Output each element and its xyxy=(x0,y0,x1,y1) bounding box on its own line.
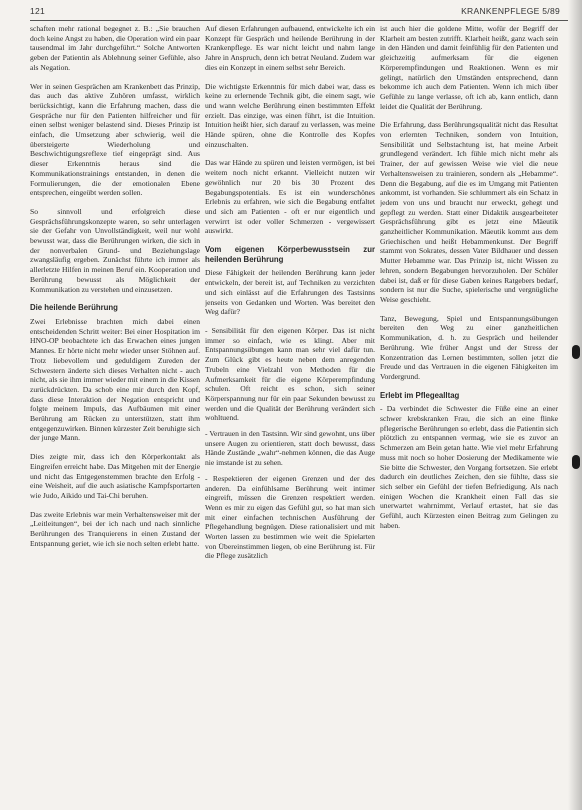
list-item: - Vertrauen in den Tastsinn. Wir sind gewohnt, uns über unsere Augen zu orientieren, statt doch bewusst, dass Hände Zustände „wahr“-nehmen können, die das Auge nie imstande ist zu sehen. xyxy=(205,429,375,468)
paragraph: Wer in seinen Gesprächen am Krankenbett das Prinzip, das auch das aktive Zuhören umfasst, wirklich berücksichtigt, kann die Erfahrung machen, dass die Gespräche nur für den Patienten hilfreicher und für einen selbst weniger belastend sind. Dieses Prinzip ist einfach, die Umsetzung aber schwierig, weil die übersteigerte Wiederholung und Beschwichtigungsreflexe tief eingeprägt sind. Aus dieser Erkenntnis heraus sind die Kommunikationstrainings entstanden, in denen die Formulierungen, die der emotionalen Ebene entsprechen, eingeübt werden sollen. xyxy=(30,81,200,198)
bullet-list xyxy=(205,326,375,561)
page-binding-shadow xyxy=(568,0,582,810)
journal-title: KRANKENPFLEGE 5/89 xyxy=(461,6,560,16)
list-item: - Sensibilität für den eigenen Körper. Das ist nicht immer so einfach, wie es klingt. Aber mit Entspannungsübungen kann man sehr viel dafür tun. Zum Glück gibt es heute neben dem anregenden Trubeln eine Vielzahl von Methoden für die Aufmerksamkeit für die eigene Körperempfindung schulen. Oft reicht es schon, sich seiner Körperspannung nur für ein paar Sekunden bewusst zu werden und die Qualität der Berührung verändert sich wohltuend. xyxy=(205,325,375,423)
paragraph: Diese Fähigkeit der heilenden Berührung kann jeder entwickeln, der bereit ist, auf Techniken zu verzichten und sich einlässt auf die Erfahrungen des Tastsinns jenseits von Gedanken und Worten. Was bereitet den Weg dafür? xyxy=(205,268,375,317)
paragraph: - Da verbindet die Schwester die Füße eine an einer schwer krebskranken Frau, die sich an eine flinke pflegerische Berührungen so erlebt, dass die Patientin sich plötzlich zu entspannen vermag, wie sie es zuvor an Schmerzen am Bein getan hatte. Wie viel mehr Erfahrung muss mit noch so hoher Dosierung der Medikamente wie Sie bitte die Schwester, den Vorgang fortsetzen. Sie erlebt dadurch ein deutliches Zeichen, den sie fühlte, dass sie sich selber ein Gefühl der tiefen Befriedigung. Als nach einigen Wochen die Krankheit einen Fall das sie unerwartet wahrnimmt, Verlauf ertastet, hat sie das Gefühl, auch Kürzesten einen Beitrag zum Gelingen zu haben. xyxy=(380,404,558,530)
paragraph: schaften mehr rational begegnet z. B.: „Sie brauchen doch keine Angst zu haben, die Operation wird ein paar tausendmal im Jahr durchgeführt.“ Solche Antworten geben der Patientin als Ablehnung seiner Gefühle, also als Negation. xyxy=(30,24,200,72)
paragraph: Die wichtigste Erkenntnis für mich dabei war, dass es keine zu erlernende Technik gibt, die einem sagt, wie und wann welche Berührung einen bestimmten Effekt erzielt. Das einzige, was einen führt, ist die Intuition. Intuition heißt hier, sich darauf zu verlassen, was meine Hände spüren, ohne die Kontrolle des Kopfes einzuschalten. xyxy=(205,81,375,149)
header-rule xyxy=(30,20,568,21)
list-item: - Respektieren der eigenen Grenzen und der des anderen. Da einfühlsame Berührung weit intimer eingreift, müssen die Grenzen respektiert werden. Wenn es mir zu eigen das Gefühl gut, so hat man sich mit einer einfachen technischen Ausführung der Pflegehandlung begnügen. Diese rationalisiert und mit Worten lassen zu bestimmen wie weit die Spielarten von Übereinstimmen liegen, ob eine Berührung ist. Für die Pflege zusätzlich xyxy=(205,473,375,561)
paragraph: Dies zeigte mir, dass ich den Körperkontakt als Eingreifen erreicht habe. Das Mitgehen mit der Energie und nicht das Entgegenstemmen brachte den Erfolg - eine Weisheit, auf die auch asiatische Kampfsportarten wie Judo, Aikido und Tai-Chi beruhen. xyxy=(30,452,200,500)
paragraph: Tanz, Bewegung, Spiel und Entspannungsübungen bereiten den Weg zu einer ganzheitlichen Kommunikation, d. h. zu Gespräch und heilender Berührung. Wie früher Angst und der Stress der Konzentration das Lernen bestimmten, sollen jetzt die Freude und das Vertrauen in die eigenen Fähigkeiten im Vordergrund. xyxy=(380,313,558,381)
paragraph: Auf diesen Erfahrungen aufbauend, entwickelte ich ein Konzept für Gespräch und heilende Berührung in der Krankenpflege. Es war nicht leicht und nahm lange Jahre in Anspruch, denn ich betrat Neuland. Zudem war dies ein Konzept in einem selbst sehr Bereich. xyxy=(205,24,375,72)
paragraph: Die Erfahrung, dass Berührungsqualität nicht das Resultat von erlernten Techniken, sondern von Intuition, Sensibilität und Selbstachtung ist, hat meine Arbeit grundlegend verändert. Ich fühle mich nicht mehr als Trainer, der auf gewissen Weise wie viel die neue Verhaltensweisen zu trainieren, sondern als „Hebamme“. Denn die Begabung, auf die es im Umgang mit Patienten ankommt, ist vorhanden. Sie schlummert als ein Schatz in jedem von uns und braucht nur erweckt, gehegt und gepflegt zu werden. Statt einer Didaktik ausgearbeiteter Gesprächsführung gibt es jetzt eine Mäeutik ganzheitlicher Kommunikation. Mäeutik kommt aus dem Griechischen und heißt Hebammenkunst. Der Begriff stammt von Sokrates, dessen Vater Bildhauer und dessen Mutter Hebamme war. Das Prinzip ist, nicht Wissen zu lehren, sondern Begabungen hervorzuholen. Der Schüler dabei ist, daß er für diese Gaben keines Ratgebers bedarf, sondern ist nur die Suche, spielerische und vergnügliche Weise geschieht. xyxy=(380,120,558,304)
paragraph: ist auch hier die goldene Mitte, wofür der Begriff der Klarheit am besten zutrifft. Klarheit heißt, ganz wach sein in den Händen und damit feinfühlig für den Patienten und gleichzeitig aufmerksam für die eigenen Körperempfindungen und Reaktionen. Wenn es mir gelingt, natürlich den Umständen entsprechend, dann bekomme ich auch dem Patienten. Wenn ich mich über Gefühle zu lange verlasse, oft ich ab, kann entlich, dann leidet die Qualität der Berührung. xyxy=(380,24,558,111)
column-1 xyxy=(30,24,200,799)
section-heading: Erlebt im Pflegealltag xyxy=(380,390,460,400)
page-header xyxy=(30,4,570,20)
paragraph: Das zweite Erlebnis war mein Verhaltensweiser mit der „Leitleitungen“, bei der ich nach und nach sinnliche Berührungen des Tranquierens in einen Zustand der Entspannung geriet, wie ich sie noch selten erlebt hatte. xyxy=(30,509,200,548)
column-2 xyxy=(205,24,375,799)
paragraph: So sinnvoll und erfolgreich diese Gesprächsführungskonzepte waren, so sehr unterlagen sie der Gefahr von Unvollständigkeit, weil nur wohl bewusst war, dass die Berührungen wirken, die sich in der nonverbalen Grund- und Beziehungslage zwangsläufig ergeben. Zunächst führte ich immer als allerletzte Hilfen in meinen Beruf ein. Kooperation und Berührung bewusst als Möglichkeit der Kommunikation zu verstehen und einzusetzen. xyxy=(30,206,200,294)
paragraph: Das war Hände zu spüren und leisten vermögen, ist bei weitem noch nicht erkannt. Vielleicht nutzen wir gewöhnlich nur 20 bis 30 Prozent des Begabungspotentials. Es ist ein wunderschönes Erlebnis zu erfahren, wie sich die Begabung entfaltet und sich am Patienten - oft er nur eigentlich und verwirrt ist oder voller Schmerzen - vergewissert auswirkt. xyxy=(205,158,375,236)
column-3 xyxy=(380,24,558,799)
page-number: 121 xyxy=(30,6,46,16)
paragraph: Zwei Erlebnisse brachten mich dabei einen entscheidenden Schritt weiter: Bei einer Hospitation im HNO-OP beobachtete ich das Erwachen eines jungen Mannes. Er hörte nicht mehr wieder unser Stöhnen auf. Trotz liebevollem und geduldigem Zureden der Schwestern änderte sich dieses Verhalten nicht - auch nicht, als sie ihm immer wieder mit einem in die Kissen zurückdrückten. Da schob eine mir durch den Kopf, dass diese Interaktion der Negation entspricht und folgte meinem Impuls, das Aufbäumen mit einer Berührung am Rücken zu unterstützen, statt ihm entgegenzuwirken. Binnen kürzester Zeit beruhigte sich der junge Mann. xyxy=(30,316,200,443)
section-heading: Vom eigenen Körperbewusstsein zur heilenden Berührung xyxy=(205,245,375,264)
binding-hole xyxy=(572,345,580,359)
section-heading: Die heilende Berührung xyxy=(30,303,118,313)
binding-hole xyxy=(572,455,580,469)
